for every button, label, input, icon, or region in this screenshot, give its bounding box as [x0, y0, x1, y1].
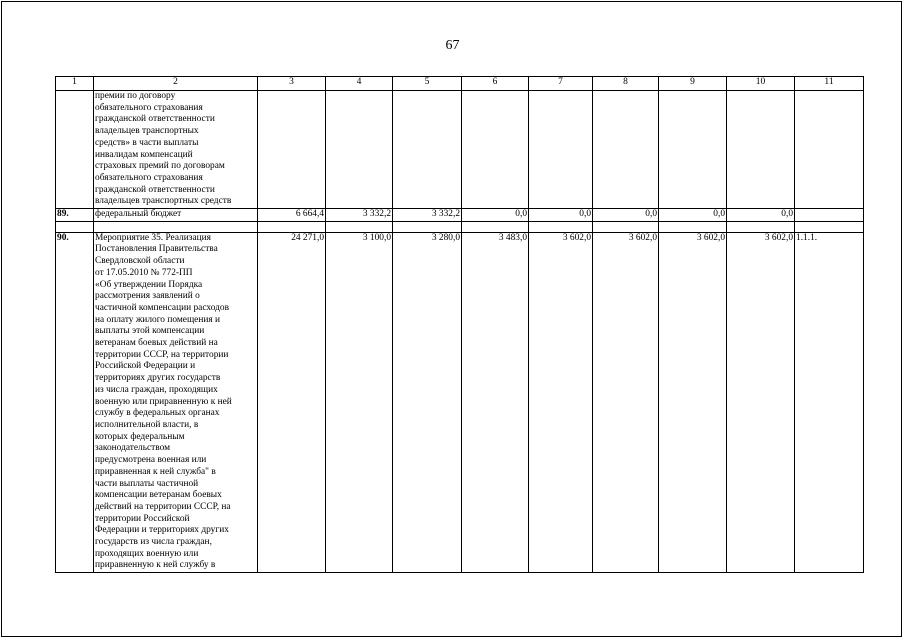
header-cell: 6	[462, 77, 529, 91]
header-cell: 10	[727, 77, 795, 91]
header-cell: 5	[393, 77, 462, 91]
table-row-90	[56, 232, 864, 572]
target-cell: 1.1.1.	[795, 232, 864, 572]
value-cell: 3 332,2	[393, 209, 462, 222]
value-cell: 0,0	[659, 209, 727, 222]
header-cell: 9	[659, 77, 727, 91]
header-cell: 4	[326, 77, 393, 91]
value-cell	[659, 91, 727, 209]
row-index	[56, 91, 94, 209]
value-cell: 0,0	[727, 209, 795, 222]
value-cell	[529, 91, 593, 209]
value-cell: 6 664,4	[258, 209, 326, 222]
value-cell	[593, 91, 659, 209]
header-cell: 7	[529, 77, 593, 91]
value-cell: 0,0	[529, 209, 593, 222]
target-cell	[795, 209, 864, 222]
header-cell: 1	[56, 77, 94, 91]
value-cell: 3 483,0	[462, 232, 529, 572]
page-number: 67	[445, 38, 460, 53]
value-cell: 3 602,0	[593, 232, 659, 572]
row-description: Мероприятие 35. Реализация Постановления Правительства Свердловской области от 17.05.2010 № 772-ПП «Об утверждении Порядка рассмотрения заявлений о частичной компенсации расходов на оплату жилого помещения и выплаты этой компенсации ветеранам боевых действий на территории СССР, на территории Российской Федерации и территориях других государств из числа граждан, проходящих военную или приравненную к ней службу в федеральных органах исполнительной власти, в которых федеральным законодательством предусмотрена военная или приравненная к ней служба" в части выплаты частичной компенсации ветеранам боевых действий на территории СССР, на территории Российской Федерации и территориях других государств из числа граждан, проходящих военную или приравненную к ней службу в	[94, 232, 258, 572]
table-row-continued	[56, 91, 864, 209]
value-cell: 0,0	[462, 209, 529, 222]
row-description: федеральный бюджет	[94, 209, 258, 222]
header-cell: 2	[94, 77, 258, 91]
value-cell	[462, 91, 529, 209]
value-cell	[393, 91, 462, 209]
value-cell: 24 271,0	[258, 232, 326, 572]
value-cell: 0,0	[593, 209, 659, 222]
value-cell: 3 602,0	[529, 232, 593, 572]
value-cell: 3 100,0	[326, 232, 393, 572]
header-row	[56, 77, 864, 91]
value-cell: 3 602,0	[659, 232, 727, 572]
value-cell: 3 332,2	[326, 209, 393, 222]
value-cell	[326, 91, 393, 209]
header-cell: 8	[593, 77, 659, 91]
value-cell: 3 602,0	[727, 232, 795, 572]
table-row-89	[56, 209, 864, 222]
row-index: 90.	[56, 232, 94, 572]
value-cell	[727, 91, 795, 209]
value-cell	[258, 91, 326, 209]
value-cell: 3 280,0	[393, 232, 462, 572]
target-cell	[795, 91, 864, 209]
spacer-row	[56, 221, 864, 232]
budget-table	[55, 76, 864, 573]
header-cell: 3	[258, 77, 326, 91]
row-index: 89.	[56, 209, 94, 222]
header-cell: 11	[795, 77, 864, 91]
row-description: премии по договору обязательного страхования гражданской ответственности владельцев транспортных средств» в части выплаты инвалидам компенсаций страховых премий по договорам обязательного страхования гражданской ответственности владельцев транспортных средств	[94, 91, 258, 209]
